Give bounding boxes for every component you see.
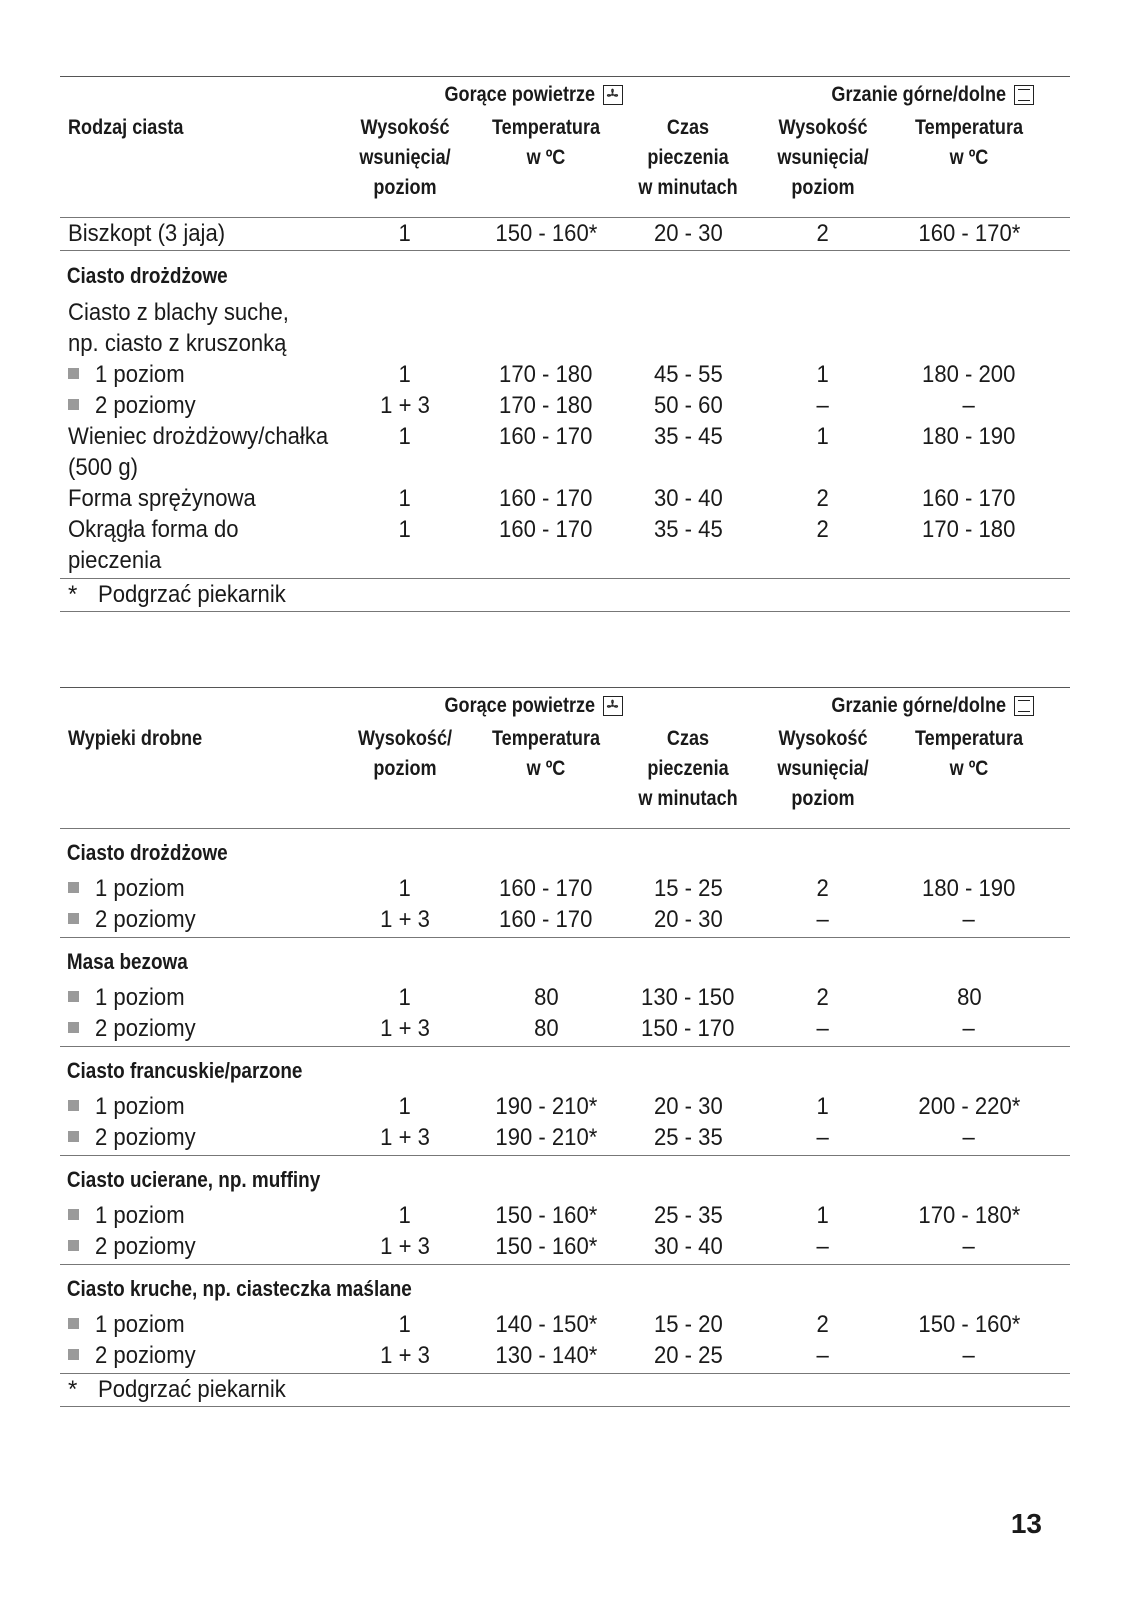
- section-title: Ciasto drożdżowe: [66, 263, 228, 288]
- table-cell: 1 poziom: [95, 984, 185, 1011]
- table-cell: 2 poziomy: [95, 1124, 196, 1151]
- header-baking-time: Czas pieczenia w minutach: [638, 116, 738, 199]
- table-cell: 140 - 150*: [495, 1311, 597, 1338]
- table-row: Biszkopt (3 jaja) 1 150 - 160* 20 - 30 2 160 - 170*: [68, 220, 1020, 247]
- table-cell: 2: [816, 984, 830, 1011]
- table-cell: 130 - 150: [641, 984, 735, 1011]
- group-top-bottom-label: Grzanie górne/dolne: [831, 83, 1006, 106]
- table-cell: –: [816, 1124, 830, 1151]
- table-cell: –: [962, 1124, 976, 1151]
- table-cell: –: [816, 1233, 830, 1260]
- table-cell: 2 poziomy: [95, 1342, 196, 1369]
- header-cake-type: Rodzaj ciasta: [68, 116, 184, 139]
- table-cell: 25 - 35: [653, 1124, 723, 1151]
- section-title: Ciasto kruche, np. ciasteczka maślane: [66, 1276, 412, 1301]
- table-cell: 2: [816, 1311, 830, 1338]
- section-title: Ciasto drożdżowe: [66, 840, 228, 865]
- top-bottom-heat-icon: [1014, 85, 1034, 105]
- table-cell: 1 + 3: [380, 1342, 430, 1369]
- table-cell: –: [816, 1342, 830, 1369]
- table-cell: 190 - 210*: [495, 1124, 597, 1151]
- footnote: * Podgrzać piekarnik: [68, 581, 286, 608]
- table-cell: 80: [533, 984, 559, 1011]
- table-cell: 160 - 170: [499, 906, 593, 933]
- table-row: [60, 1340, 1070, 1371]
- bullet-icon: [68, 368, 79, 379]
- table-cell: –: [962, 1342, 976, 1369]
- header-shelf-height-2: Wysokość wsunięcia/ poziom: [777, 727, 869, 810]
- group-top-bottom-label: Grzanie górne/dolne: [831, 694, 1006, 717]
- table-cell: 150 - 160*: [495, 1233, 597, 1260]
- bullet-icon: [68, 991, 79, 1002]
- fan-icon: [603, 85, 623, 105]
- table-cell: 80: [956, 984, 982, 1011]
- table-row: [60, 1200, 1070, 1231]
- column-header-row: [60, 724, 1070, 820]
- table-cell: 150 - 170: [641, 1015, 735, 1042]
- table-cell: 1: [816, 1093, 830, 1120]
- table-cell: 20 - 30: [653, 1093, 723, 1120]
- group-header-row: [60, 77, 1070, 113]
- table-cell: 20 - 25: [653, 1342, 723, 1369]
- sheet-cake-label: Ciasto z blachy suche, np. ciasto z kruszonką: [68, 299, 289, 357]
- table-cell: 2 poziomy: [95, 1015, 196, 1042]
- table-cell: 200 - 220*: [918, 1093, 1020, 1120]
- header-shelf-height-2: Wysokość wsunięcia/ poziom: [777, 116, 869, 199]
- table-cell: 1 poziom: [95, 875, 185, 902]
- footnote: * Podgrzać piekarnik: [68, 1376, 286, 1403]
- bullet-icon: [68, 882, 79, 893]
- bullet-icon: [68, 913, 79, 924]
- header-temperature: Temperatura w ºC: [491, 116, 601, 169]
- table-cell: –: [962, 906, 976, 933]
- bullet-icon: [68, 1209, 79, 1220]
- table-cell: 150 - 160*: [495, 1202, 597, 1229]
- fan-icon: [603, 696, 623, 716]
- table-row: [60, 873, 1070, 904]
- bullet-icon: [68, 1318, 79, 1329]
- table-cell: 190 - 210*: [495, 1093, 597, 1120]
- table-cell: 25 - 35: [653, 1202, 723, 1229]
- table-row: 2 poziomy 1 + 3 170 - 180 50 - 60 – –: [60, 390, 1070, 421]
- table-cell: 15 - 20: [653, 1311, 723, 1338]
- group-top-bottom-heat: [803, 694, 1034, 718]
- page-number: 13: [1010, 1508, 1042, 1539]
- group-hot-air-label: Gorące powietrze: [444, 694, 595, 717]
- table-cell: 2 poziomy: [95, 1233, 196, 1260]
- header-shelf-height: Wysokość wsunięcia/ poziom: [359, 116, 451, 199]
- table-row: [60, 982, 1070, 1013]
- bullet-icon: [68, 1240, 79, 1251]
- group-top-bottom-heat: [803, 83, 1034, 107]
- table-row: 1 poziom 1 170 - 180 45 - 55 1 180 - 200: [60, 359, 1070, 390]
- table-cell: 180 - 190: [922, 875, 1016, 902]
- table-cell: 15 - 25: [653, 875, 723, 902]
- table-cell: 30 - 40: [653, 1233, 723, 1260]
- group-hot-air-label: Gorące powietrze: [444, 83, 595, 106]
- table-cell: 170 - 180*: [918, 1202, 1020, 1229]
- bullet-icon: [68, 1131, 79, 1142]
- table-cell: 1: [398, 984, 412, 1011]
- baking-table-cakes: [60, 76, 1070, 612]
- group-hot-air: [420, 694, 623, 718]
- header-shelf-height: Wysokość/ poziom: [357, 727, 453, 780]
- bullet-icon: [68, 1100, 79, 1111]
- table-cell: –: [962, 1015, 976, 1042]
- table-cell: 1 poziom: [95, 1311, 185, 1338]
- table-cell: 80: [533, 1015, 559, 1042]
- table-cell: 2 poziomy: [95, 906, 196, 933]
- table-row: [60, 1013, 1070, 1044]
- table-row: Forma sprężynowa 1 160 - 170 30 - 40 2 160 - 170: [68, 485, 1016, 512]
- header-temperature-2: Temperatura w ºC: [914, 116, 1024, 169]
- section-title: Ciasto francuskie/parzone: [66, 1058, 303, 1083]
- table-cell: –: [816, 1015, 830, 1042]
- group-header-row: [60, 688, 1070, 724]
- table-cell: 1: [398, 1202, 412, 1229]
- table-cell: 1: [816, 1202, 830, 1229]
- table-row: [60, 1231, 1070, 1262]
- table-cell: 1 + 3: [380, 906, 430, 933]
- table-cell: 20 - 30: [653, 906, 723, 933]
- table-cell: 1: [398, 1093, 412, 1120]
- bullet-icon: [68, 399, 79, 410]
- column-header-row: [60, 113, 1070, 209]
- table-body: [60, 829, 1070, 1374]
- top-bottom-heat-icon: [1014, 696, 1034, 716]
- table-row: Wieniec drożdżowy/chałka (500 g) 1 160 - 170 35 - 45 1 180 - 190: [68, 423, 1016, 481]
- table-cell: 1: [398, 1311, 412, 1338]
- table-cell: 1 + 3: [380, 1233, 430, 1260]
- table-row: Okrągła forma do pieczenia 1 160 - 170 35 - 45 2 170 - 180: [68, 516, 1016, 574]
- table-cell: 160 - 170: [499, 875, 593, 902]
- section-title: Masa bezowa: [66, 949, 188, 974]
- bullet-icon: [68, 1022, 79, 1033]
- table-cell: 150 - 160*: [918, 1311, 1020, 1338]
- table-row: [60, 1309, 1070, 1340]
- header-temperature-2: Temperatura w ºC: [914, 727, 1024, 780]
- header-temperature: Temperatura w ºC: [491, 727, 601, 780]
- table-row: [60, 1122, 1070, 1153]
- table-row: [60, 1091, 1070, 1122]
- table-cell: –: [962, 1233, 976, 1260]
- baking-table-small-pastries: [60, 687, 1070, 1407]
- table-cell: 1 poziom: [95, 1093, 185, 1120]
- table-cell: 1 + 3: [380, 1124, 430, 1151]
- header-pastry-type: Wypieki drobne: [68, 727, 203, 750]
- section-title: Ciasto ucierane, np. muffiny: [66, 1167, 321, 1192]
- table-cell: –: [816, 906, 830, 933]
- table-cell: 1 + 3: [380, 1015, 430, 1042]
- table-cell: 1: [398, 875, 412, 902]
- table-cell: 2: [816, 875, 830, 902]
- table-cell: 1 poziom: [95, 1202, 185, 1229]
- group-hot-air: [420, 83, 623, 107]
- bullet-icon: [68, 1349, 79, 1360]
- table-cell: 130 - 140*: [495, 1342, 597, 1369]
- header-baking-time: Czas pieczenia w minutach: [638, 727, 738, 810]
- table-row: [60, 904, 1070, 935]
